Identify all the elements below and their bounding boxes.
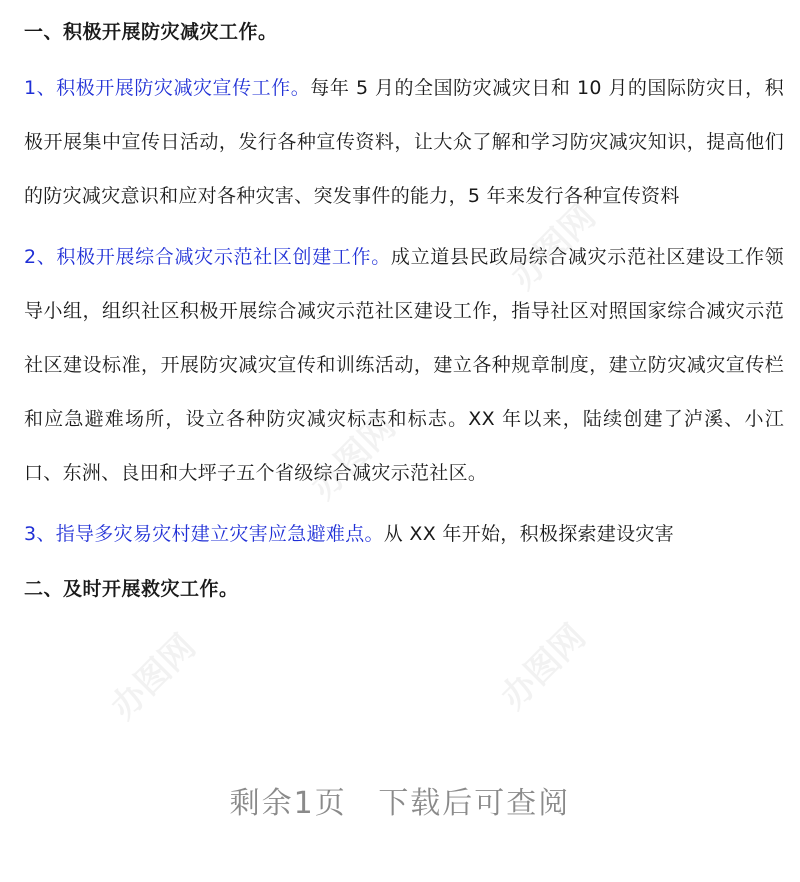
- section-1-heading: 一、积极开展防灾减灾工作。: [24, 21, 278, 43]
- download-to-view-label: 下载后可查阅: [378, 786, 571, 821]
- paragraph-body: 每年 5 月的全国防灾减灾日和 10 月的国际防灾日，积极开展集中宣传日活动，发行各种宣传资料，让大众了解和学习防灾减灾知识，提高他们的防灾减灾意识和应对各种灾害、突发事件的能力，5 年来发行各种宣传资料: [24, 77, 784, 207]
- remaining-pages-label: 剩余1页: [229, 786, 347, 821]
- paragraph-lead: 2、积极开展综合减灾示范社区创建工作。: [24, 246, 391, 268]
- section-2-heading: 二、及时开展救灾工作。: [24, 578, 239, 600]
- paragraph-item-2: [24, 230, 784, 500]
- paragraph-lead: 3、指导多灾易灾村建立灾害应急避难点。: [24, 523, 384, 545]
- paragraph-body: 成立道县民政局综合减灾示范社区建设工作领导小组，组织社区积极开展综合减灾示范社区建设工作，指导社区对照国家综合减灾示范社区建设标准，开展防灾减灾宣传和训练活动，建立各种规章制度，建立防灾减灾宣传栏和应急避难场所，设立各种防灾减灾标志和标志。XX 年以来，陆续创建了泸溪、小江口、东洲、良田和大坪子五个省级综合减灾示范社区。: [24, 246, 784, 484]
- remaining-pages-notice[interactable]: [0, 778, 800, 822]
- watermark: 办图网: [493, 616, 594, 718]
- watermark: 办图网: [103, 626, 204, 728]
- watermark: 办图网: [503, 196, 604, 298]
- paragraph-lead: 1、积极开展防灾减灾宣传工作。: [24, 77, 311, 99]
- paragraph-item-3: [24, 507, 784, 561]
- document-body: [24, 14, 784, 607]
- watermark: 办图网: [303, 406, 404, 508]
- paragraph-item-1: [24, 61, 784, 223]
- paragraph-body: 从 XX 年开始，积极探索建设灾害: [383, 523, 675, 545]
